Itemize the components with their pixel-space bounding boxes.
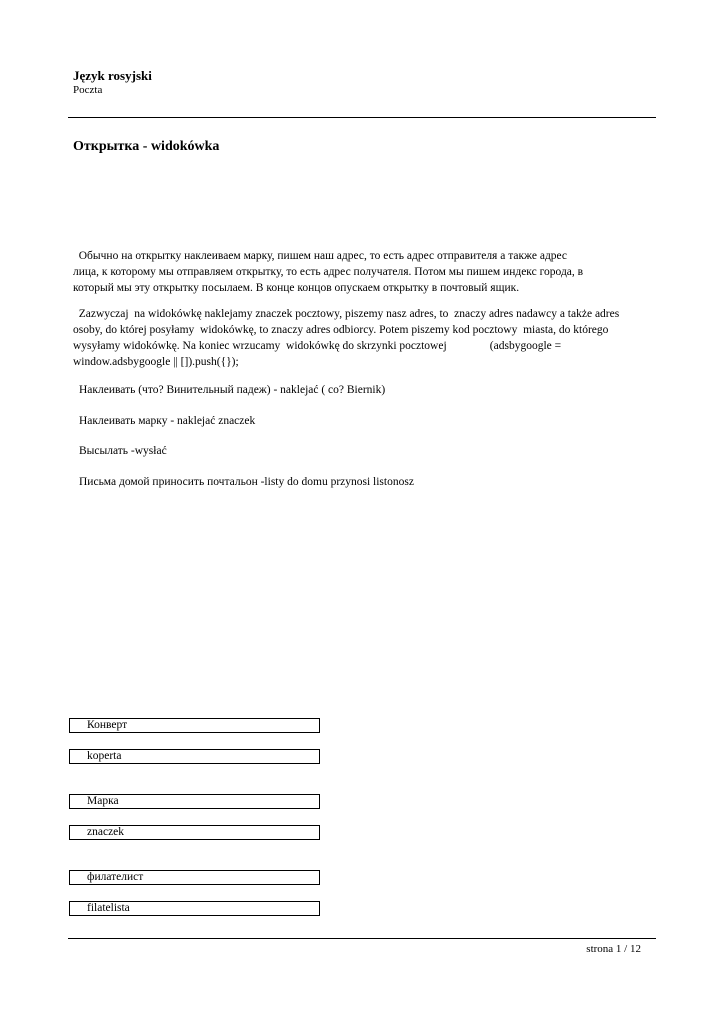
vocab-line: Наклеивать (что? Винительный падеж) - naklejać ( co? Biernik) [79,384,386,396]
vocab-box-pl: filatelista [69,901,320,916]
vocab-line: Письма домой приносить почтальон -listy do domu przynosi listonosz [79,476,414,488]
vocab-box-ru: Конверт [69,718,320,733]
vocab-line: Наклеивать марку - naklejać znaczek [79,415,256,427]
footer-divider [68,938,656,939]
header-divider [68,117,656,118]
paragraph-russian: Обычно на открытку наклеиваем марку, пишем наш адрес, то есть адрес отправителя а также адрес лица, к которому мы отправляем открытку, то есть адрес получателя. Потом мы пишем индекс города, в который мы эту открытку посылаем. В конце концов опускаем открытку в почтовый ящик. [73,250,584,294]
document-title: Język rosyjski [73,68,152,83]
vocab-box-ru: филателист [69,870,320,885]
page-number: strona 1 / 12 [586,943,641,955]
vocab-box-pl: koperta [69,749,320,764]
paragraph-polish: Zazwyczaj na widokówkę naklejamy znaczek pocztowy, piszemy nasz adres, to znaczy adres nadawcy a także adres osoby, do której posyłamy widokówkę, to znaczy adres odbiorcy. Potem piszemy kod pocztowy miasta, do którego wysyłamy widokówkę. Na koniec wrzucamy widokówkę do skrzynki pocztowej (adsbygoogle = window.adsbygoogle || []).push({}); [73,308,620,368]
document-subtitle: Poczta [73,84,103,96]
vocab-box-ru: Марка [69,794,320,809]
section-title: Открытка - widokówka [73,139,220,154]
vocab-line: Высылать -wysłać [79,445,167,457]
vocab-box-pl: znaczek [69,825,320,840]
